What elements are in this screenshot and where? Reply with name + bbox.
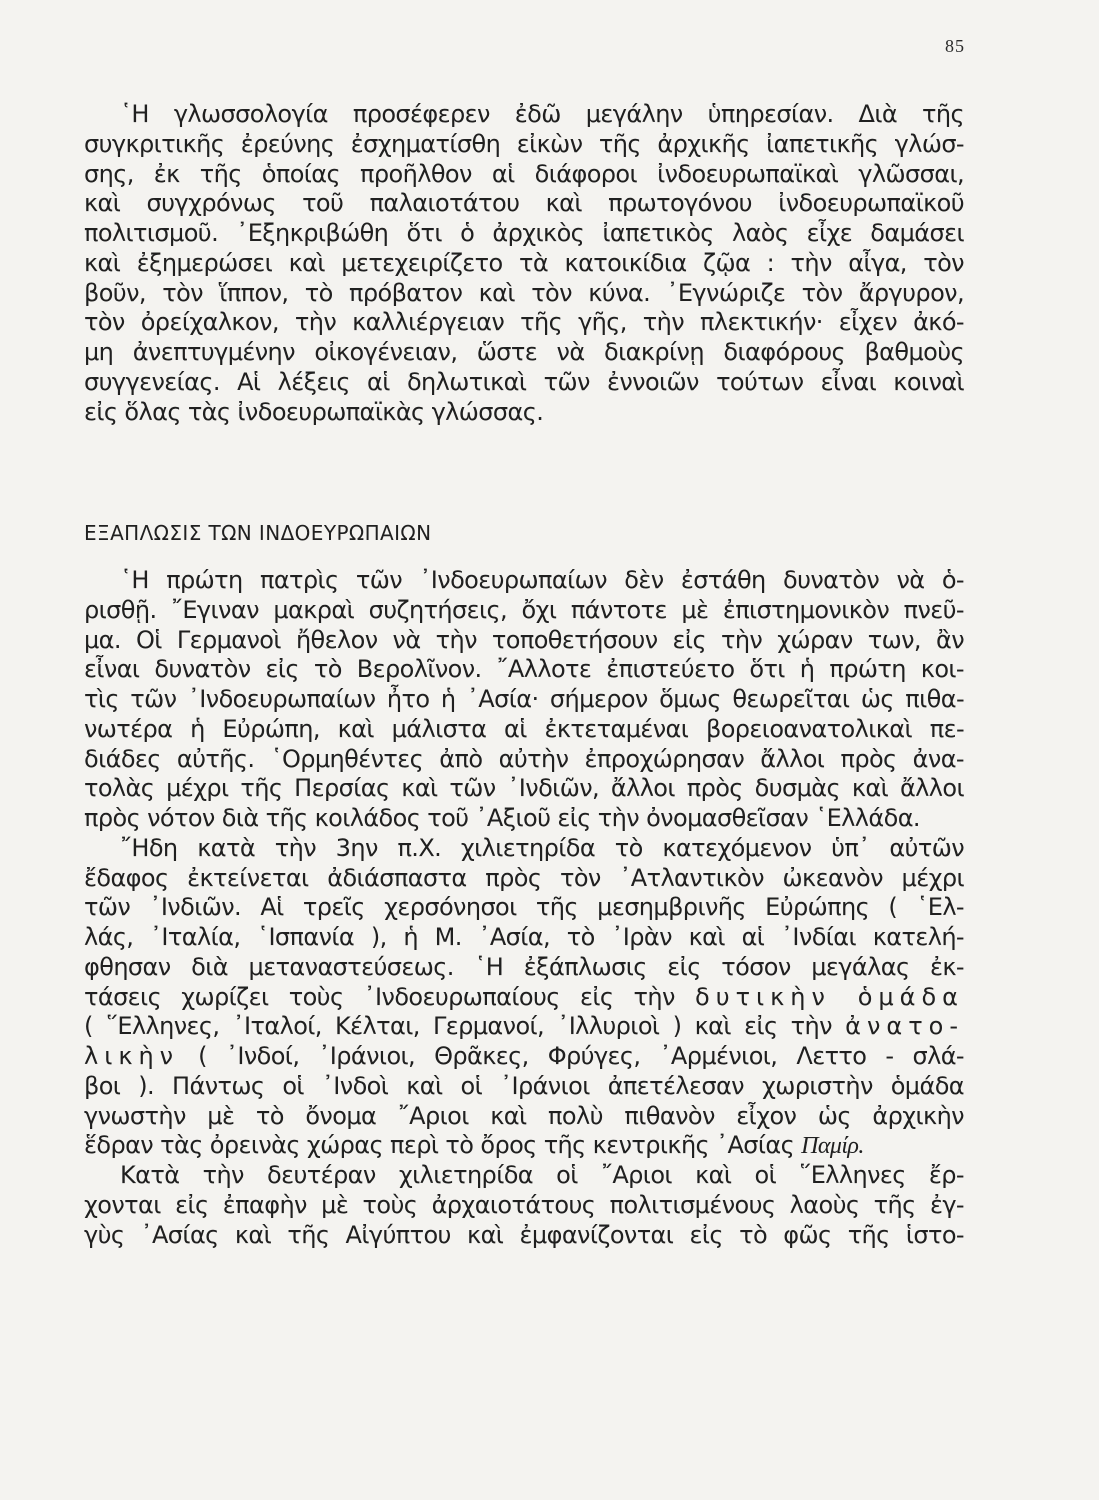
line-prefix: ἕδραν τὰς ὀρεινὰς χώρας περὶ τὸ ὄρος τῆς κεντρικῆς ᾿Ασίας (84, 1131, 795, 1160)
text-line: τῶν ᾿Ινδιῶν. Αἱ τρεῖς χερσόνησοι τῆς μεσημβρινῆς Εὐρώπης ( ῾Ελ- (84, 893, 964, 922)
spaced-term-eastern-group-start: ἀνατο- (845, 1012, 965, 1041)
line-rest: ( ᾿Ινδοί, ᾿Ιράνιοι, Θρᾶκες, Φρύγες, ᾿Αρμένιοι, Λεττο - σλά- (198, 1042, 964, 1070)
spaced-term-eastern-group-end: λικὴν (84, 1042, 180, 1070)
text-line: συγγενείας. Αἱ λέξεις αἱ δηλωτικαὶ τῶν ἐννοιῶν τούτων εἶναι κοιναὶ (84, 367, 964, 396)
line-prefix: ( ῞Ελληνες, ᾿Ιταλοί, Κέλται, Γερμανοί, ᾿Ιλλυριοὶ ) καὶ εἰς τὴν (84, 1012, 832, 1041)
text-line: χονται εἰς ἐπαφὴν μὲ τοὺς ἀρχαιοτάτους πολιτισμένους λαοὺς τῆς ἐγ- (84, 1190, 964, 1219)
body-text (84, 566, 964, 1250)
text-line: ῎Ηδη κατὰ τὴν 3ην π.Χ. χιλιετηρίδα τὸ κατεχόμενον ὑπ᾿ αὐτῶν (120, 833, 964, 862)
text-line: τὶς τῶν ᾿Ινδοευρωπαίων ἦτο ἡ ᾿Ασία· σήμερον ὅμως θεωρεῖται ὡς πιθα- (84, 685, 964, 713)
italic-place-name: Παμίρ. (801, 1133, 864, 1160)
text-line: ρισθῇ. ῎Εγιναν μακραὶ συζητήσεις, ὄχι πάντοτε μὲ ἐπιστημονικὸν πνεῦ- (84, 595, 964, 624)
text-line: πολιτισμοῦ. ᾿Εξηκριβώθη ὅτι ὁ ἀρχικὸς ἰαπετικὸς λαὸς εἶχε δαμάσει (84, 219, 964, 247)
text-line: εἰς ὅλας τὰς ἰνδοευρωπαϊκὰς γλώσσας. (84, 397, 544, 426)
text-line: τὸν ὀρείχαλκον, τὴν καλλιέργειαν τῆς γῆς, τὴν πλεκτικήν· εἶχεν ἀκό- (84, 308, 964, 337)
text-line: καὶ συγχρόνως τοῦ παλαιοτάτου καὶ πρωτογόνου ἰνδοευρωπαϊκοῦ (84, 189, 964, 218)
line-prefix: τάσεις χωρίζει τοὺς ᾿Ινδοευρωπαίους εἰς τὴν (84, 982, 675, 1011)
text-line: ἔδαφος ἐκτείνεται ἀδιάσπαστα πρὸς τὸν ᾿Ατλαντικὸν ὠκεανὸν μέχρι (84, 863, 964, 892)
text-line (84, 1042, 964, 1072)
text-line: συγκριτικῆς ἐρεύνης ἐσχηματίσθη εἰκὼν τῆς ἀρχικῆς ἰαπετικῆς γλώσ- (84, 129, 964, 158)
page-number: 85 (945, 36, 965, 56)
spaced-term-western-group: δυτικὴν ὁμάδα (695, 982, 965, 1011)
text-line: τολὰς μέχρι τῆς Περσίας καὶ τῶν ᾿Ινδιῶν, ἄλλοι πρὸς δυσμὰς καὶ ἄλλοι (84, 774, 964, 803)
text-line: πρὸς νότον διὰ τῆς κοιλάδος τοῦ ᾿Αξιοῦ εἰς τὴν ὀνομασθεῖσαν ῾Ελλάδα. (84, 804, 920, 832)
text-line: μη ἀνεπτυγμένην οἰκογένειαν, ὥστε νὰ διακρίνῃ διαφόρους βαθμοὺς (84, 338, 964, 366)
text-line: μα. Οἱ Γερμανοὶ ἤθελον νὰ τὴν τοποθετήσουν εἰς τὴν χώραν των, ἂν (84, 625, 964, 654)
text-line: βοῦν, τὸν ἵππον, τὸ πρόβατον καὶ τὸν κύνα. ᾿Εγνώριζε τὸν ἄργυρον, (84, 278, 964, 307)
text-line: βοι ). Πάντως οἱ ᾿Ινδοὶ καὶ οἱ ᾿Ιράνιοι ἀπετέλεσαν χωριστὴν ὁμάδα (84, 1071, 964, 1100)
text-line: εἶναι δυνατὸν εἰς τὸ Βερολῖνον. ῎Αλλοτε ἐπιστεύετο ὅτι ἡ πρώτη κοι- (84, 655, 964, 684)
text-line: διάδες αὐτῆς. ῾Ορμηθέντες ἀπὸ αὐτὴν ἐπροχώρησαν ἄλλοι πρὸς ἀνα- (84, 744, 964, 773)
text-line: γὺς ᾿Ασίας καὶ τῆς Αἰγύπτου καὶ ἐμφανίζονται εἰς τὸ φῶς τῆς ἱστο- (84, 1220, 964, 1249)
text-line: λάς, ᾿Ιταλία, ῾Ισπανία ), ἡ Μ. ᾿Ασία, τὸ ᾿Ιρὰν καὶ αἱ ᾿Ινδίαι κατελή- (84, 923, 964, 951)
text-line: ῾Η γλωσσολογία προσέφερεν ἐδῶ μεγάλην ὑπηρεσίαν. Διὰ τῆς (120, 100, 964, 128)
text-line: Κατὰ τὴν δευτέραν χιλιετηρίδα οἱ ῎Αριοι καὶ οἱ ῞Ελληνες ἔρ- (120, 1161, 964, 1189)
text-line (84, 983, 964, 1013)
text-line: καὶ ἐξημερώσει καὶ μετεχειρίζετο τὰ κατοικίδια ζῷα : τὴν αἶγα, τὸν (84, 248, 964, 277)
text-line: γνωστὴν μὲ τὸ ὄνομα ῎Αριοι καὶ πολὺ πιθανὸν εἶχον ὡς ἀρχικὴν (84, 1101, 964, 1130)
paragraph-linguistics (84, 100, 964, 427)
text-line (84, 1131, 964, 1161)
text-line: φθησαν διὰ μεταναστεύσεως. ῾Η ἐξάπλωσις εἰς τόσον μεγάλας ἐκ- (84, 952, 964, 981)
text-line: σης, ἐκ τῆς ὁποίας προῆλθον αἱ διάφοροι ἰνδοευρωπαϊκαὶ γλῶσσαι, (84, 159, 964, 188)
text-line: ῾Η πρώτη πατρὶς τῶν ᾿Ινδοευρωπαίων δὲν ἐστάθη δυνατὸν νὰ ὁ- (120, 566, 964, 594)
text-line (84, 1012, 964, 1042)
text-line: νωτέρα ἡ Εὐρώπη, καὶ μάλιστα αἱ ἐκτεταμέναι βορειοανατολικαὶ πε- (84, 714, 964, 743)
section-heading: ΕΞΑΠΛΩΣΙΣ ΤΩΝ ΙΝΔΟΕΥΡΩΠΑΙΩΝ (84, 521, 432, 545)
